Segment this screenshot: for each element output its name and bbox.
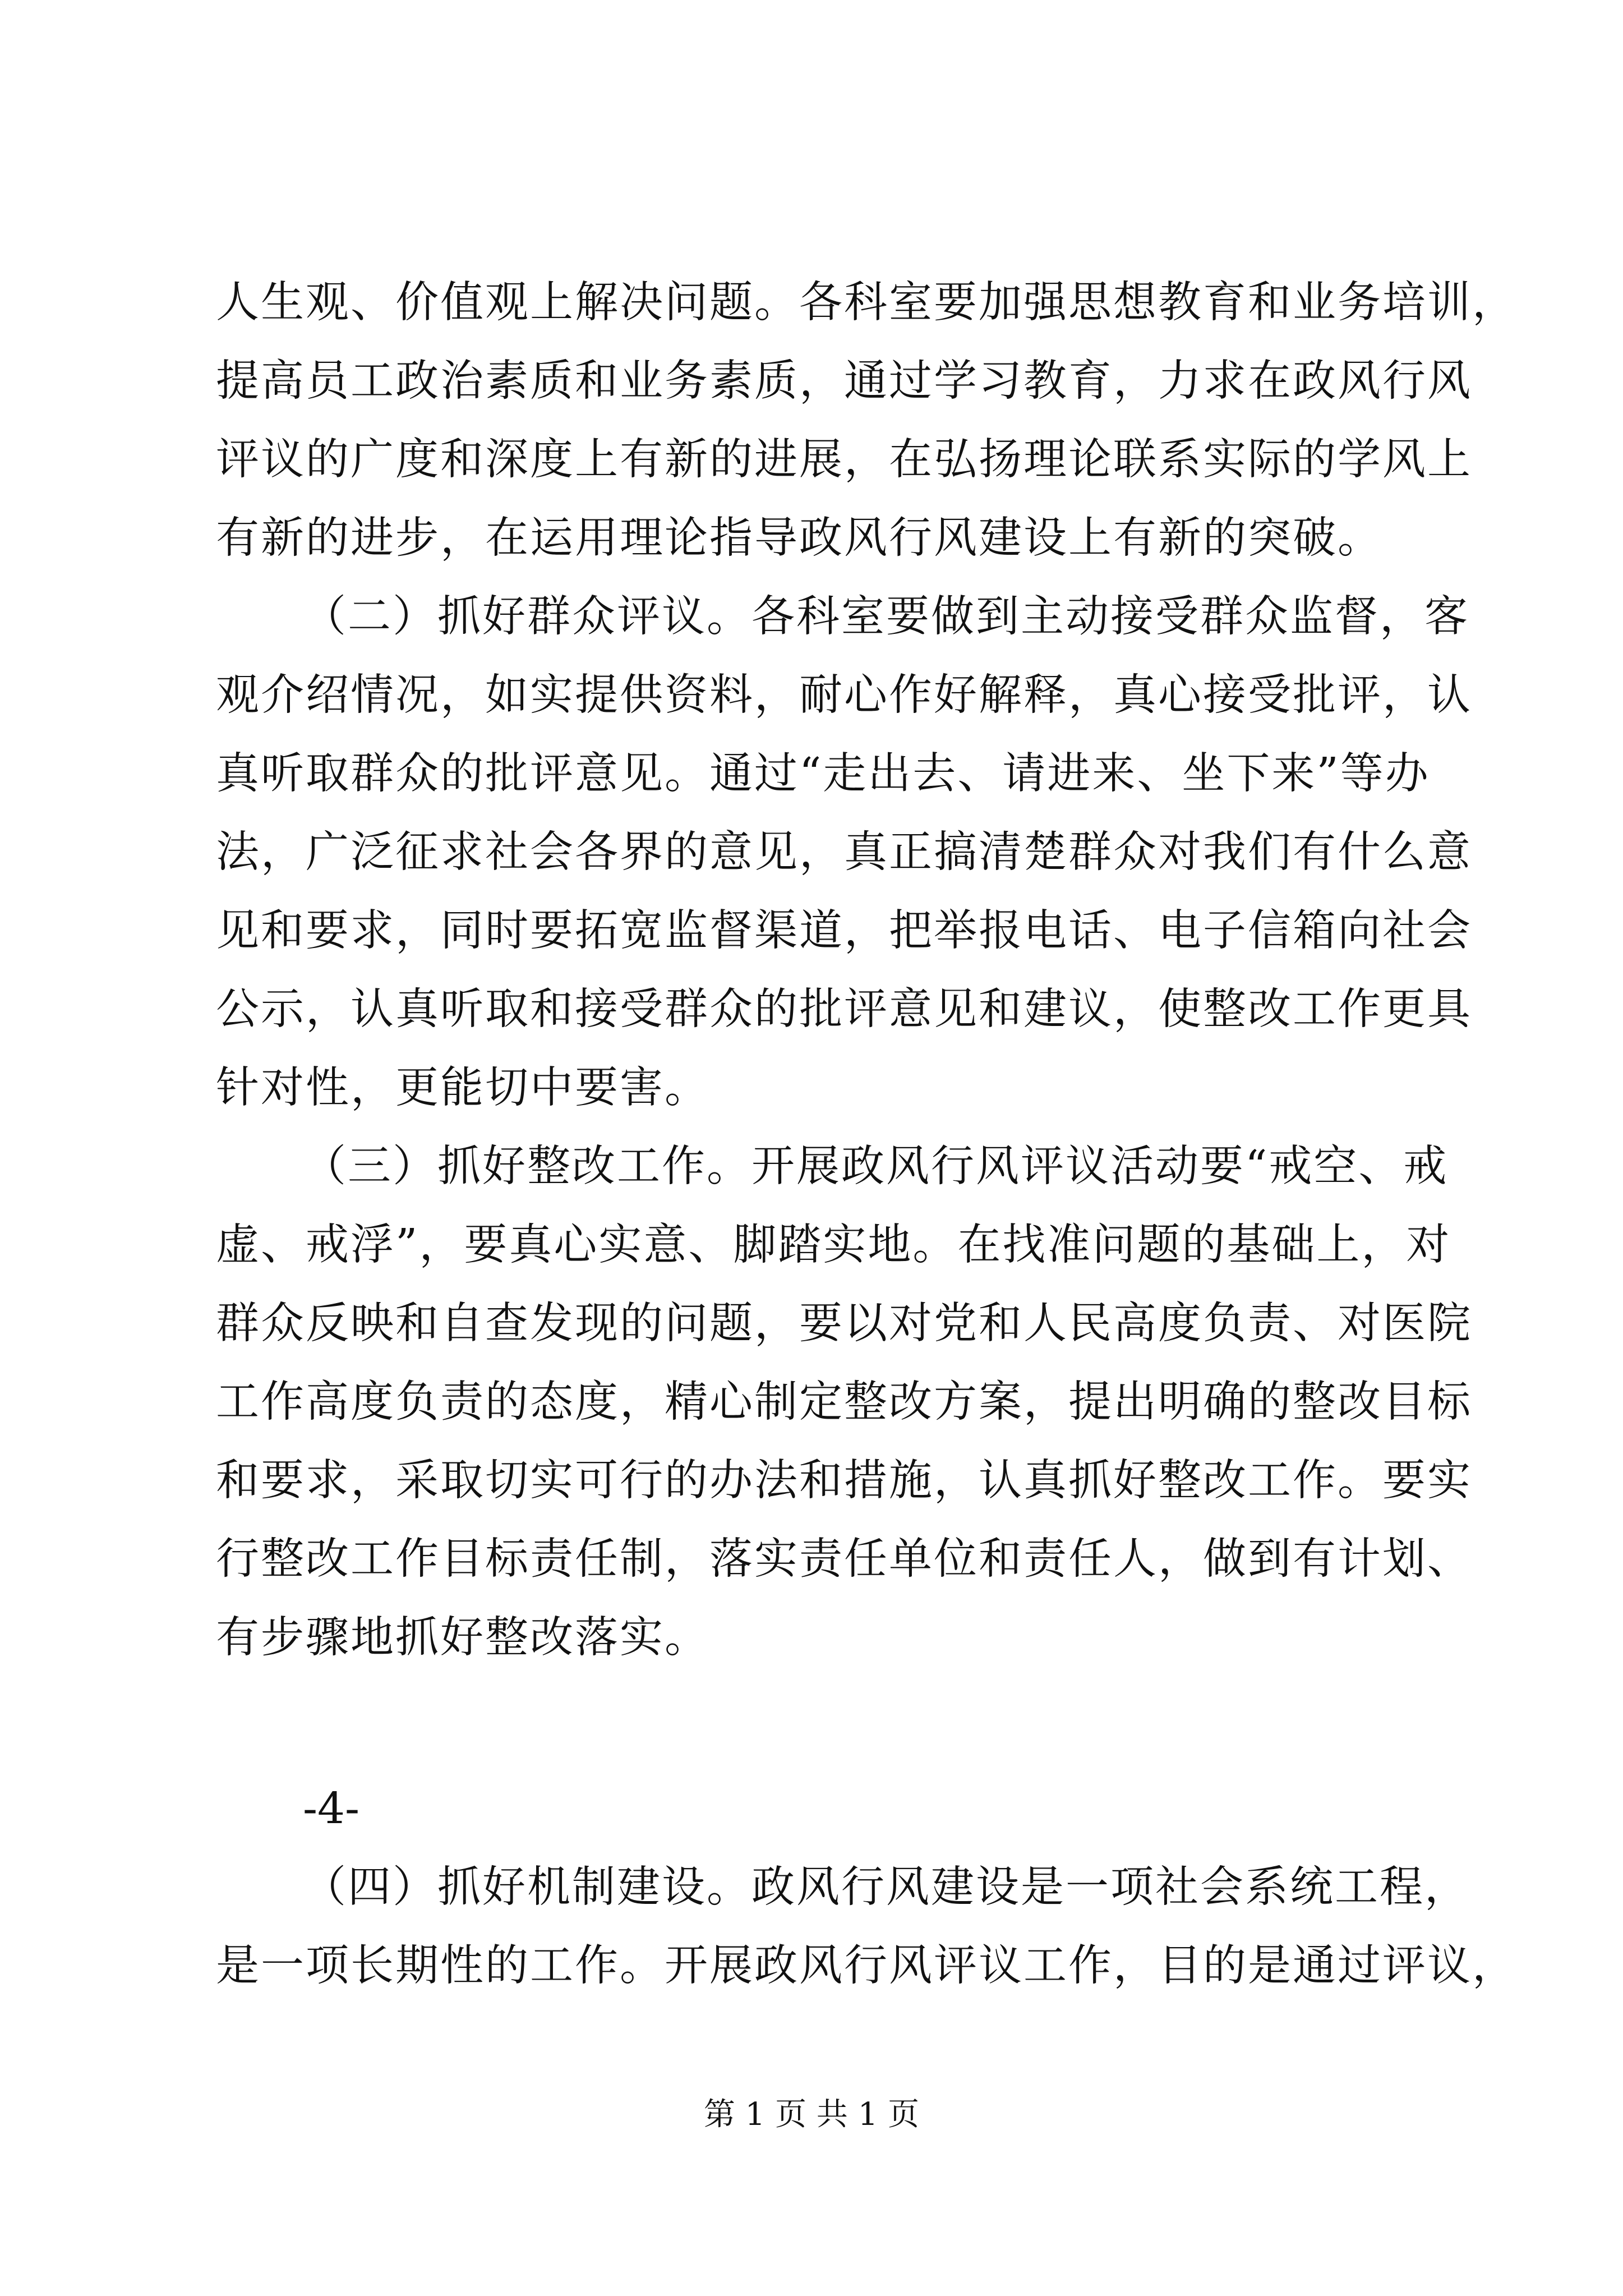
text-line: 公示，认真听取和接受群众的批评意见和建议，使整改工作更具 bbox=[216, 984, 1472, 1034]
text-line: 提高员工政治素质和业务素质，通过学习教育，力求在政风行风 bbox=[216, 356, 1472, 406]
text-line: 评议的广度和深度上有新的进展，在弘扬理论联系实际的学风上 bbox=[216, 435, 1472, 485]
text-line: 真听取群众的批评意见。通过“走出去、请进来、坐下来”等办 bbox=[216, 749, 1430, 799]
page-footer: 第 1 页 共 1 页 bbox=[703, 2096, 920, 2133]
text-line: 是一项长期性的工作。开展政风行风评议工作，目的是通过评议， bbox=[216, 1941, 1517, 1991]
text-line: 群众反映和自查发现的问题，要以对党和人民高度负责、对医院 bbox=[216, 1299, 1472, 1349]
text-line: 针对性，更能切中要害。 bbox=[216, 1063, 709, 1113]
text-line: 有新的进步，在运用理论指导政风行风建设上有新的突破。 bbox=[216, 513, 1382, 563]
text-line: 行整改工作目标责任制，落实责任单位和责任人，做到有计划、 bbox=[216, 1534, 1472, 1584]
text-line: 有步骤地抓好整改落实。 bbox=[216, 1613, 709, 1663]
page-number-mark: -4- bbox=[303, 1784, 360, 1834]
text-line: 和要求，采取切实可行的办法和措施，认真抓好整改工作。要实 bbox=[216, 1456, 1472, 1506]
paragraph-heading-line: （四）抓好机制建设。政风行风建设是一项社会系统工程， bbox=[303, 1862, 1469, 1912]
text-line: 虚、戒浮”，要真心实意、脚踏实地。在找准问题的基础上，对 bbox=[216, 1220, 1451, 1270]
paragraph-heading-line: （三）抓好整改工作。开展政风行风评议活动要“戒空、戒 bbox=[303, 1142, 1449, 1191]
text-line: 人生观、价值观上解决问题。各科室要加强思想教育和业务培训， bbox=[216, 278, 1517, 328]
text-line: 工作高度负责的态度，精心制定整改方案，提出明确的整改目标 bbox=[216, 1377, 1472, 1427]
text-line: 观介绍情况，如实提供资料，耐心作好解释，真心接受批评，认 bbox=[216, 670, 1472, 720]
paragraph-heading-line: （二）抓好群众评议。各科室要做到主动接受群众监督，客 bbox=[303, 592, 1469, 642]
text-line: 见和要求，同时要拓宽监督渠道，把举报电话、电子信箱向社会 bbox=[216, 906, 1472, 956]
text-line: 法，广泛征求社会各界的意见，真正搞清楚群众对我们有什么意 bbox=[216, 827, 1472, 877]
